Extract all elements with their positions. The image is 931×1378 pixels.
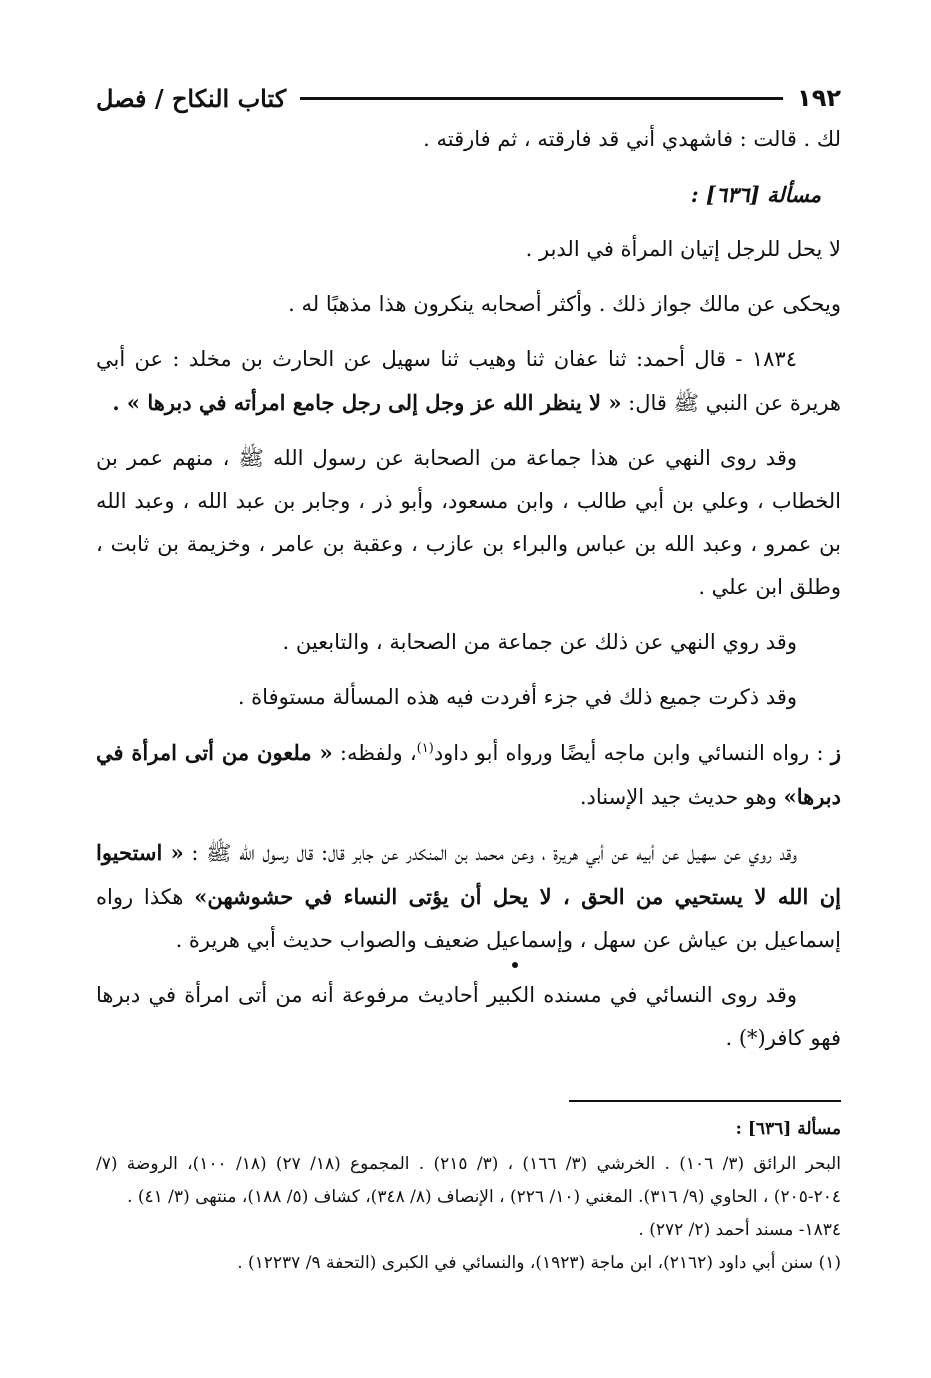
book-page bbox=[96, 78, 841, 1280]
paragraph-5: وقد روي النهي عن ذلك عن جماعة من الصحابة ، والتابعين . bbox=[282, 630, 797, 654]
p7-grade: وهو حديث جيد الإسناد. bbox=[579, 785, 784, 809]
hadith-1834 bbox=[96, 338, 841, 425]
page-number: ١٩٢ bbox=[797, 84, 841, 112]
footnote-sources: البحر الرائق (٣/ ١٠٦) . الخرشي (٣/ ١٦٦) ، (٣/ ٢١٥) . المجموع (١٨/ ٢٧) (١٨/ ١٠٠)، الروضة (٧/ ٢٠٤-٢٠٥) ، الحاوي (٩/ ٣١٦). المغني (١٠/ ٢٢٦) ، الإنصاف (٨/ ٣٤٨)، كشاف (٥/ ١٨٨)، منتهى (٣/ ٤١) . bbox=[96, 1154, 841, 1207]
header-rule bbox=[300, 97, 783, 100]
zawaid-marker: ز bbox=[830, 740, 841, 765]
running-title: كتاب النكاح / فصل bbox=[96, 83, 287, 113]
hadith-matn: « لا ينظر الله عز وجل إلى رجل جامع امرأته في دبرها » . bbox=[112, 390, 622, 415]
paragraph-8 bbox=[96, 831, 841, 962]
stray-dot bbox=[512, 962, 518, 968]
p8-comment: هكذا رواه إسماعيل بن عياش عن سهل ، وإسماعيل ضعيف والصواب حديث أبي هريرة . bbox=[96, 885, 841, 952]
footnote-heading: مسألة [٦٣٦] : bbox=[735, 1119, 841, 1139]
page-header bbox=[96, 78, 841, 118]
hadith-isnad: ١٨٣٤ - قال أحمد: ثنا عفان ثنا وهيب ثنا سهيل عن الحارث بن مخلد : عن أبي هريرة عن النبي ﷺ قال: bbox=[96, 347, 841, 415]
paragraph-7 bbox=[96, 731, 841, 819]
paragraph-1: لا يحل للرجل إتيان المرأة في الدبر . bbox=[525, 237, 841, 261]
paragraph-0: لك . قالت : فاشهدي أني قد فارقته ، ثم فارقته . bbox=[423, 127, 841, 151]
masala-heading: مسألة [٦٣٦] : bbox=[690, 182, 821, 207]
paragraph-6: وقد ذكرت جميع ذلك في جزء أفردت فيه هذه المسألة مستوفاة . bbox=[237, 685, 797, 709]
paragraph-9: وقد روى النسائي في مسنده الكبير أحاديث مرفوعة أنه من أتى امرأة في دبرها فهو كافر(*) . bbox=[96, 983, 841, 1050]
paragraph-2: ويحكى عن مالك جواز ذلك . وأكثر أصحابه ينكرون هذا مذهبًا له . bbox=[288, 292, 841, 316]
footnote-ref-1: (١) bbox=[416, 741, 434, 756]
footnote-1: (١) سنن أبي داود (٢١٦٢)، ابن ماجة (١٩٢٣)، والنسائي في الكبرى (التحفة ٩/ ١٢٢٣٧) . bbox=[237, 1253, 841, 1273]
footnote-separator bbox=[569, 1100, 841, 1102]
p8-quote: « استحيوا إن الله لا يستحيي من الحق ، لا يحل أن يؤتى النساء في حشوشهن» bbox=[96, 840, 841, 909]
p7-lafz: ، ولفظه: bbox=[332, 741, 417, 765]
footnote-1834: ١٨٣٤- مسند أحمد (٢/ ٢٧٢) . bbox=[638, 1220, 841, 1240]
p8-isnad: وقد روي عن سهيل عن أبيه عن أبي هريرة ، وعن محمد بن المنكدر عن جابر قال: قال رسول الله ﷺ : bbox=[183, 841, 798, 865]
paragraph-4: وقد روى النهي عن هذا جماعة من الصحابة عن رسول الله ﷺ ، منهم عمر بن الخطاب ، وعلي بن أبي طالب ، وابن مسعود، وأبو ذر ، وجابر بن عبد الله ، وعبد الله بن عمرو ، وعبد الله بن عباس والبراء بن عازب ، وعقبة بن عامر ، وخزيمة بن ثابت ، وطلق ابن علي . bbox=[96, 446, 841, 599]
p7-quote: « ملعون من أتى امرأة في دبرها» bbox=[96, 740, 841, 809]
p7-text: : رواه النسائي وابن ماجه أيضًا ورواه أبو داود bbox=[433, 741, 824, 765]
